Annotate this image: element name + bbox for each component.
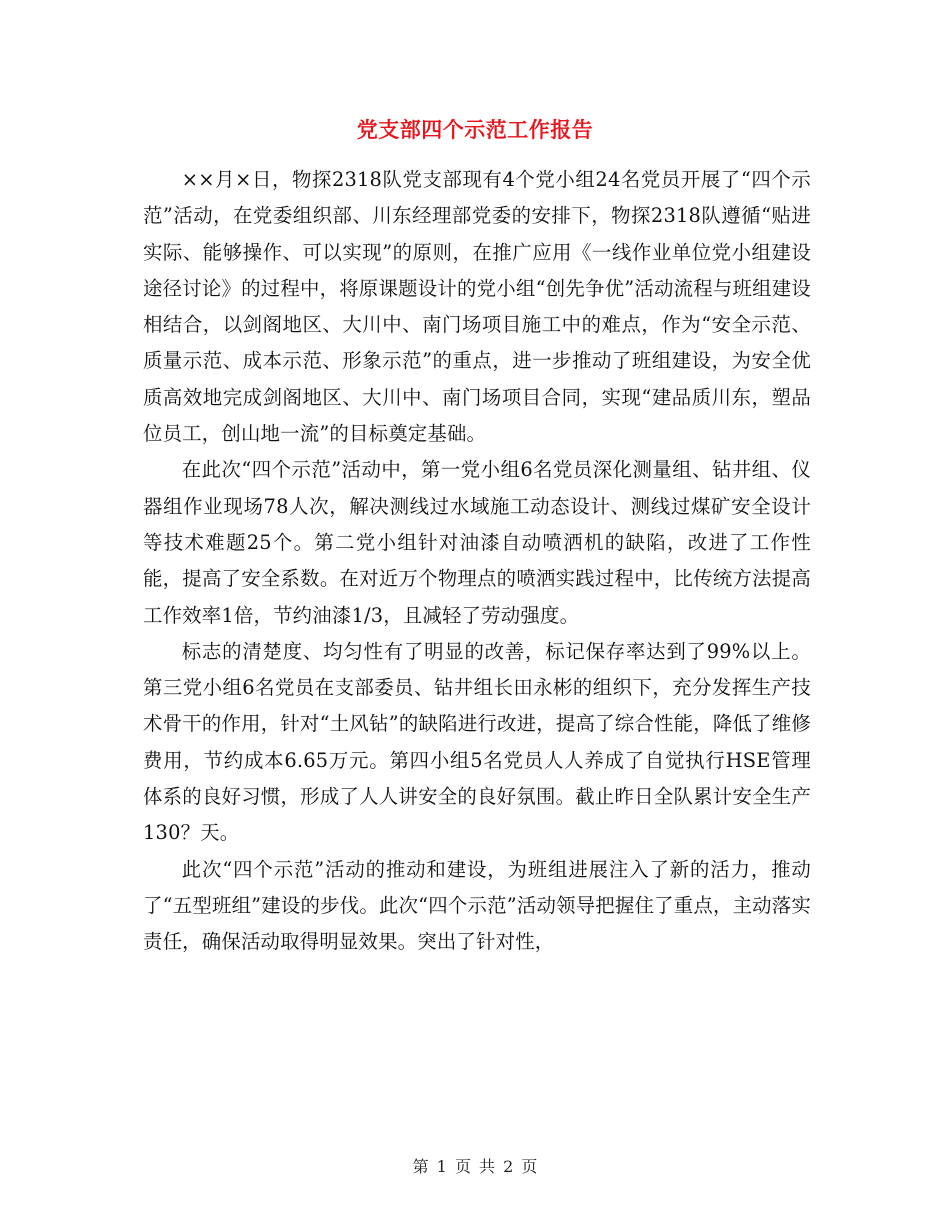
paragraph: 标志的清楚度、均匀性有了明显的改善，标记保存率达到了99%以上。第三党小组6名党员在支部委员、钻井组长田永彬的组织下，充分发挥生产技术骨干的作用，针对“土风钻”的缺陷进行改进，提高了综合性能，降低了维修费用，节约成本6.65万元。第四小组5名党员人人养成了自觉执行HSE管理体系的良好习惯，形成了人人讲安全的良好氛围。截止昨日全队累计安全生产130？天。 <box>143 639 811 845</box>
document-body <box>143 162 811 961</box>
page-footer: 第 1 页 共 2 页 <box>412 1157 538 1176</box>
paragraph: 在此次“四个示范”活动中，第一党小组6名党员深化测量组、钻井组、仪器组作业现场78人次，解决测线过水域施工动态设计、测线过煤矿安全设计等技术难题25个。第二党小组针对油漆自动喷洒机的缺陷，改进了工作性能，提高了安全系数。在对近万个物理点的喷洒实践过程中，比传统方法提高工作效率1倍，节约油漆1/3，且减轻了劳动强度。 <box>143 458 811 627</box>
document-title: 党支部四个示范工作报告 <box>356 117 594 142</box>
paragraph: 此次“四个示范”活动的推动和建设，为班组进展注入了新的活力，推动了“五型班组”建设的步伐。此次“四个示范”活动领导把握住了重点，主动落实责任，确保活动取得明显效果。突出了针对性， <box>143 857 811 954</box>
paragraph: ××月×日，物探2318队党支部现有4个党小组24名党员开展了“四个示范”活动，在党委组织部、川东经理部党委的安排下，物探2318队遵循“贴进实际、能够操作、可以实现”的原则，在推广应用《一线作业单位党小组建设途径讨论》的过程中，将原课题设计的党小组“创先争优”活动流程与班组建设相结合，以剑阁地区、大川中、南门场项目施工中的难点，作为“安全示范、质量示范、成本示范、形象示范”的重点，进一步推动了班组建设，为安全优质高效地完成剑阁地区、大川中、南门场项目合同，实现“建品质川东，塑品位员工，创山地一流”的目标奠定基础。 <box>143 168 811 446</box>
